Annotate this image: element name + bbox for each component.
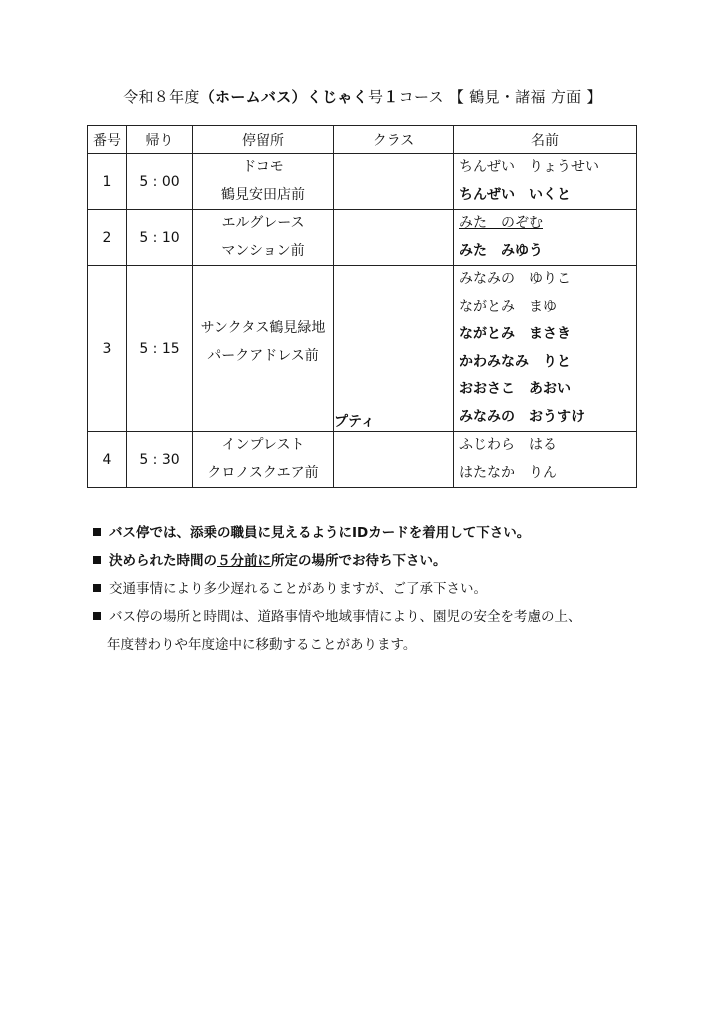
note-text: バス停の場所と時間は、道路事情や地域事情により、園児の安全を考慮の上、 (109, 609, 582, 625)
table-row (88, 432, 637, 488)
notes-section (93, 519, 653, 659)
child-name: ながとみ まゆ (459, 298, 557, 315)
row-stop (193, 210, 334, 266)
row-number: 2 (88, 210, 127, 266)
title-mid: 号 (368, 88, 384, 106)
row-time: 5 : 10 (127, 210, 193, 266)
note-traffic-delay (93, 575, 653, 603)
child-name: ながとみ まさき (459, 326, 571, 342)
header-number: 番号 (88, 126, 127, 154)
row-time: 5 : 30 (127, 432, 193, 488)
note-stop-change-continued: 年度替わりや年度途中に移動することがあります。 (107, 637, 417, 653)
stop-line: マンション前 (221, 242, 305, 259)
title-course: コース (398, 88, 444, 106)
row-stop (193, 154, 334, 210)
row-class (334, 210, 454, 266)
row-number: 1 (88, 154, 127, 210)
note-underlined-text: ５分前に (217, 553, 271, 569)
stop-line: エルグレース (221, 215, 305, 231)
child-name: みなみの おうすけ (459, 408, 585, 425)
note-text: バス停では、添乗の職員に見えるようにIDカードを着用して下さい。 (109, 525, 531, 541)
note-arrive-early (93, 547, 653, 575)
title-bus-name: （ホームバス）くじゃく (199, 88, 369, 106)
table-row (88, 210, 637, 266)
row-stop (193, 432, 334, 488)
row-number: 3 (88, 266, 127, 432)
title-course-number: １ (383, 88, 399, 106)
note-stop-change (93, 603, 653, 631)
table-header-row (88, 126, 637, 154)
header-stop: 停留所 (193, 126, 334, 154)
row-class: プティ (334, 266, 454, 432)
header-return-time: 帰り (127, 126, 193, 154)
note-id-card (93, 519, 653, 547)
bullet-square-icon (93, 528, 101, 536)
stop-line: ドコモ (242, 159, 284, 175)
child-name: かわみなみ りと (459, 353, 571, 370)
note-text: 所定の場所でお待ち下さい。 (271, 553, 447, 569)
row-names (454, 266, 637, 432)
row-time: 5 : 00 (127, 154, 193, 210)
bullet-square-icon (93, 612, 101, 620)
child-name: みなみの ゆりこ (459, 271, 571, 287)
stop-line: クロノスクエア前 (207, 464, 319, 481)
row-names (454, 432, 637, 488)
child-name: ふじわら はる (459, 437, 557, 453)
stop-line: パークアドレス前 (207, 347, 319, 364)
row-time: 5 : 15 (127, 266, 193, 432)
table-row (88, 266, 637, 432)
stop-line: サンクタス鶴見緑地 (200, 320, 326, 336)
note-text: 決められた時間の (109, 553, 217, 569)
child-name: ちんぜい いくと (459, 186, 571, 203)
child-name: みた みゆう (459, 242, 543, 259)
bus-schedule-table (87, 125, 637, 488)
header-class: クラス (334, 126, 454, 154)
child-name: はたなか りん (459, 464, 557, 481)
child-name: おおさこ あおい (459, 381, 571, 397)
stop-line: 鶴見安田店前 (221, 186, 305, 203)
row-class (334, 432, 454, 488)
child-name: みた のぞむ (459, 215, 543, 231)
title-area: 【 鶴見・諸福 方面 】 (448, 88, 602, 106)
row-names (454, 154, 637, 210)
table-row (88, 154, 637, 210)
note-text: 交通事情により多少遅れることがありますが、ご了承下さい。 (109, 581, 487, 597)
bullet-square-icon (93, 584, 101, 592)
bullet-square-icon (93, 556, 101, 564)
page-title (0, 86, 725, 107)
child-name: ちんぜい りょうせい (459, 159, 599, 175)
row-stop (193, 266, 334, 432)
stop-line: インプレスト (221, 437, 305, 453)
row-class (334, 154, 454, 210)
row-names (454, 210, 637, 266)
row-number: 4 (88, 432, 127, 488)
header-name: 名前 (454, 126, 637, 154)
title-prefix: 令和８年度 (123, 88, 200, 106)
